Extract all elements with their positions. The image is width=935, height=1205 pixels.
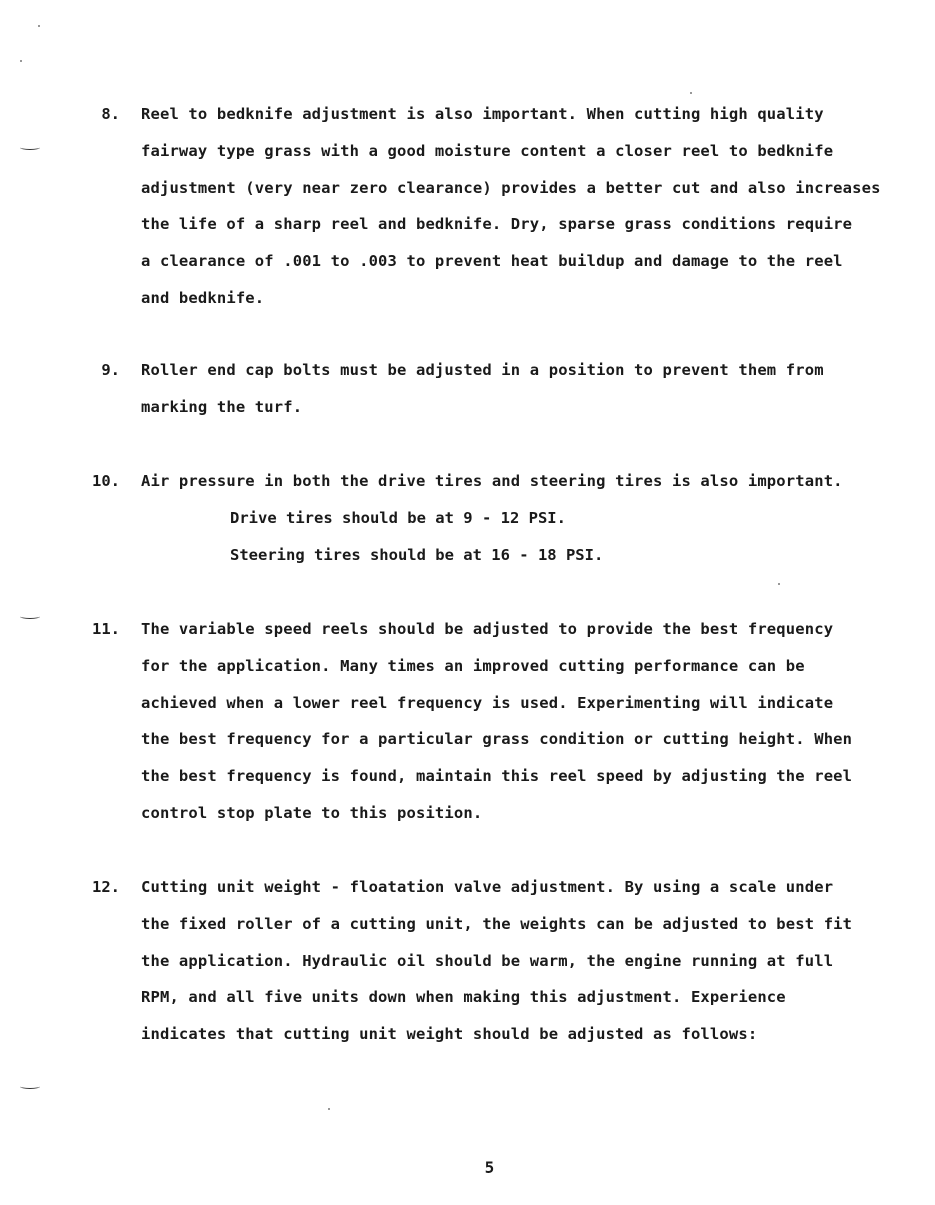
scan-mark — [20, 145, 40, 150]
text-line: the life of a sharp reel and bedknife. Dry, sparse grass conditions require — [141, 215, 853, 234]
text-line: marking the turf. — [141, 397, 303, 416]
text-line: The variable speed reels should be adjusted to provide the best frequency — [141, 620, 834, 638]
text-line: fairway type grass with a good moisture content a closer reel to bedknife — [141, 141, 834, 160]
text-line: and bedknife. — [141, 288, 265, 307]
text-line: the best frequency is found, maintain this reel speed by adjusting the reel — [141, 767, 853, 786]
item-number: 11. — [92, 620, 120, 638]
text-line: a clearance of .001 to .003 to prevent heat buildup and damage to the reel — [141, 252, 843, 271]
scan-speck — [20, 60, 22, 62]
text-line: the fixed roller of a cutting unit, the weights can be adjusted to best fit — [141, 914, 853, 933]
item-text — [141, 352, 901, 426]
scan-speck — [328, 1108, 330, 1110]
scan-mark — [20, 1084, 40, 1089]
scan-speck — [778, 583, 780, 585]
text-line: achieved when a lower reel frequency is used. Experimenting will indicate — [141, 693, 834, 712]
item-number: 10. — [92, 472, 120, 490]
scan-speck — [38, 25, 40, 27]
item-text — [141, 869, 901, 1053]
scan-speck — [690, 92, 692, 94]
text-line: for the application. Many times an improved cutting performance can be — [141, 656, 805, 675]
item-number: 8. — [101, 105, 120, 123]
drive-tire-pressure: Drive tires should be at 9 - 12 PSI. — [230, 508, 566, 527]
text-line: adjustment (very near zero clearance) provides a better cut and also increases — [141, 178, 881, 197]
text-line: Roller end cap bolts must be adjusted in a position to prevent them from — [141, 361, 824, 379]
item-text — [141, 463, 901, 500]
text-line: Air pressure in both the drive tires and steering tires is also important. — [141, 472, 843, 490]
text-line: RPM, and all five units down when making this adjustment. Experience — [141, 988, 786, 1007]
text-line: the application. Hydraulic oil should be warm, the engine running at full — [141, 951, 834, 970]
text-line: indicates that cutting unit weight should be adjusted as follows: — [141, 1025, 758, 1044]
text-line: control stop plate to this position. — [141, 803, 483, 822]
steering-tire-pressure: Steering tires should be at 16 - 18 PSI. — [230, 545, 604, 564]
item-number: 9. — [101, 361, 120, 379]
text-line: Reel to bedknife adjustment is also important. When cutting high quality — [141, 105, 824, 123]
text-line: Cutting unit weight - floatation valve adjustment. By using a scale under — [141, 878, 834, 896]
text-line: the best frequency for a particular grass condition or cutting height. When — [141, 730, 853, 749]
page-number: 5 — [484, 1158, 495, 1177]
item-text — [141, 96, 901, 317]
item-number: 12. — [92, 878, 120, 896]
item-text — [141, 611, 901, 832]
scan-mark — [20, 614, 40, 619]
